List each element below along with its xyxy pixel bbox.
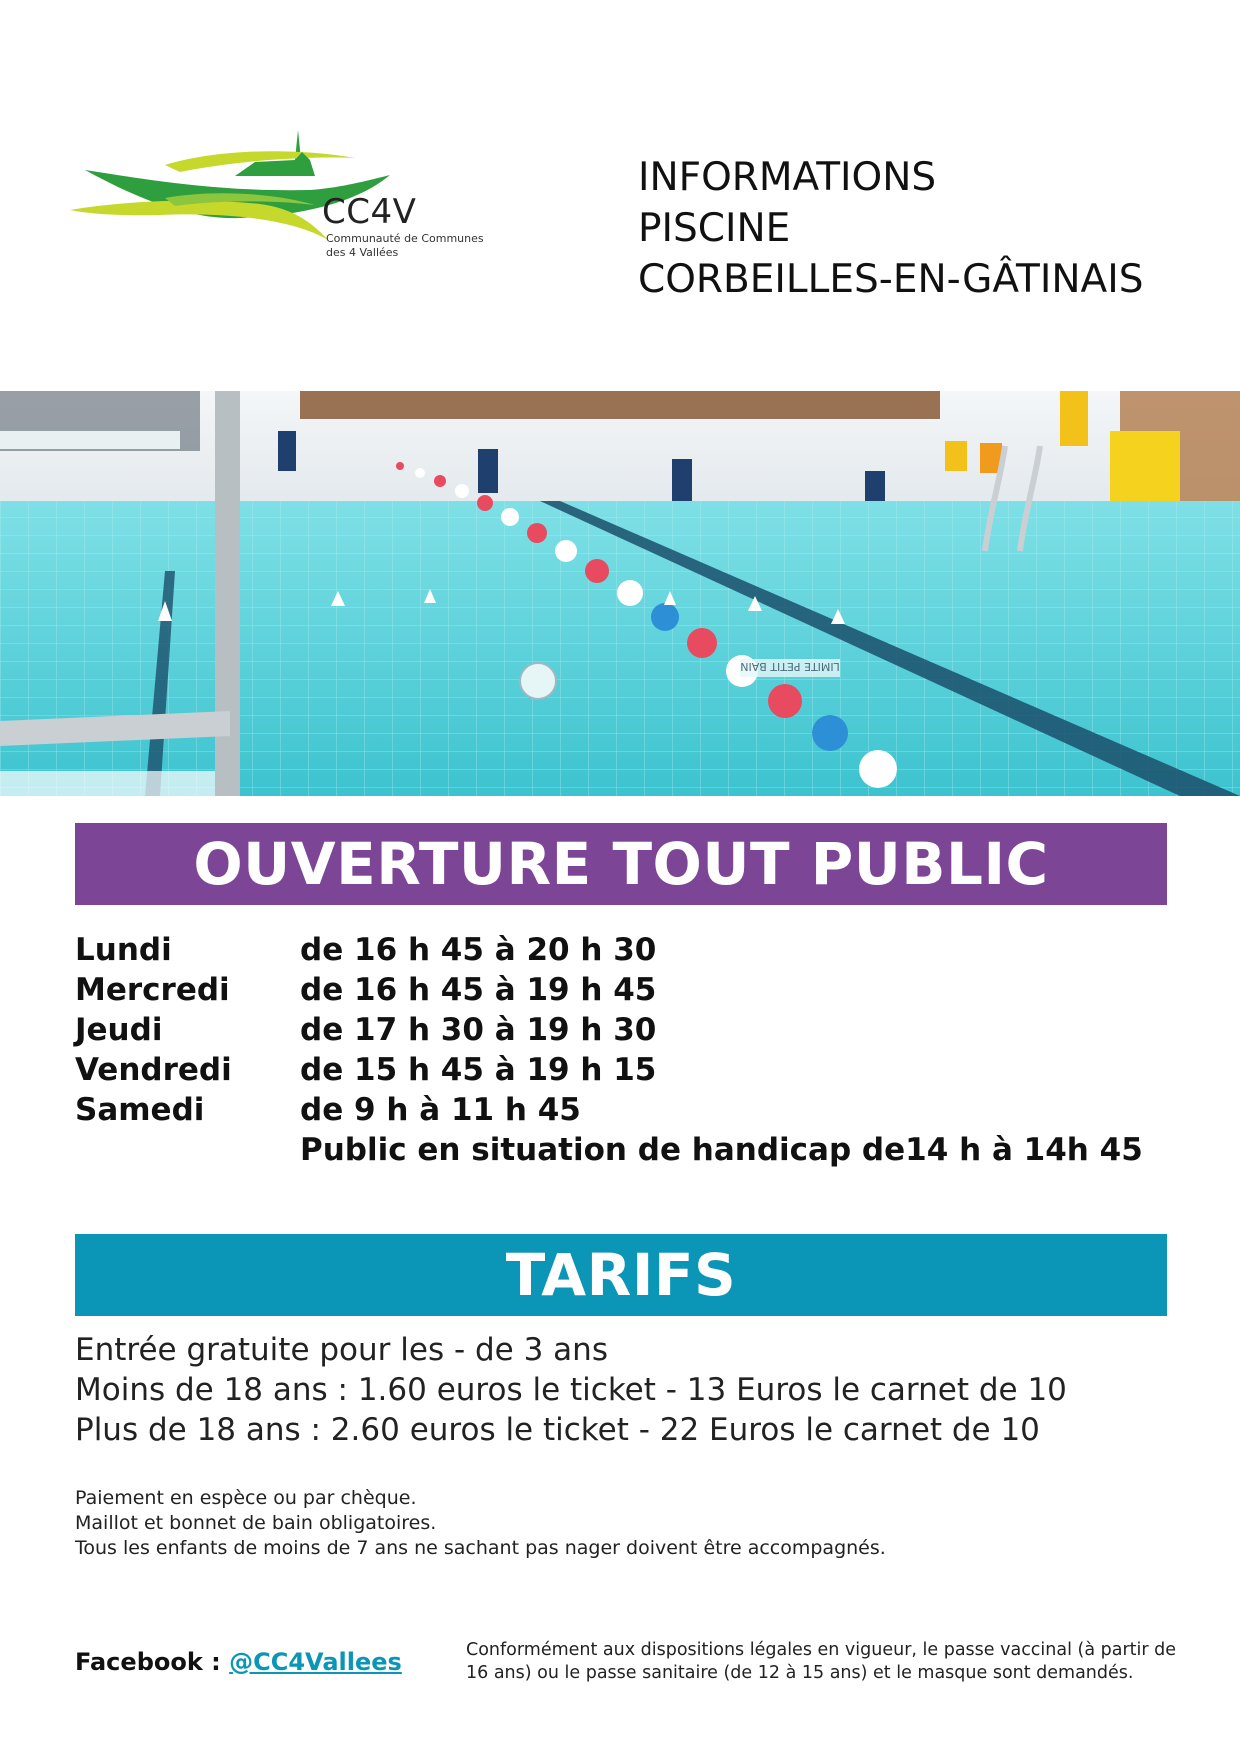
tarifs-list: [75, 1330, 1067, 1450]
schedule-hours: de 9 h à 11 h 45: [300, 1092, 581, 1128]
header-line-3: CORBEILLES-EN-GÂTINAIS: [638, 257, 1144, 302]
logo-brand: CC4V: [322, 192, 417, 232]
schedule-day: Jeudi: [75, 1012, 163, 1048]
lane-sign-text: LIMITE PETIT BAIN: [740, 660, 840, 673]
tarif-line: Moins de 18 ans : 1.60 euros le ticket - 13 Euros le carnet de 10: [75, 1372, 1067, 1408]
schedule-day: Mercredi: [75, 972, 230, 1008]
schedule-hours: Public en situation de handicap de14 h à 14h 45: [300, 1132, 1143, 1168]
note-line: Paiement en espèce ou par chèque.: [75, 1487, 417, 1509]
tarif-line: Plus de 18 ans : 2.60 euros le ticket - 22 Euros le carnet de 10: [75, 1412, 1040, 1448]
schedule-row: [75, 970, 1175, 1010]
schedule-row: [75, 1130, 1175, 1170]
schedule-day: Vendredi: [75, 1052, 232, 1088]
schedule-row: [75, 1010, 1175, 1050]
schedule-day: Lundi: [75, 932, 172, 968]
schedule-row: [75, 1090, 1175, 1130]
legal-line-1: Conformément aux dispositions légales en vigueur, le passe vaccinal (à partir de: [466, 1640, 1177, 1660]
logo-subtitle-line2: des 4 Vallées: [326, 246, 399, 259]
tarifs-banner: TARIFS: [75, 1234, 1167, 1316]
header-title: [638, 152, 1143, 305]
notes: [75, 1486, 886, 1561]
schedule-row: [75, 930, 1175, 970]
header-line-1: INFORMATIONS: [638, 155, 937, 200]
schedule-row: [75, 1050, 1175, 1090]
header-line-2: PISCINE: [638, 206, 791, 251]
schedule-hours: de 15 h 45 à 19 h 15: [300, 1052, 657, 1088]
tarif-line: Entrée gratuite pour les - de 3 ans: [75, 1332, 608, 1368]
legal-line-2: 16 ans) ou le passe sanitaire (de 12 à 15 ans) et le masque sont demandés.: [466, 1663, 1134, 1683]
ouverture-banner: OUVERTURE TOUT PUBLIC: [75, 823, 1167, 905]
logo-subtitle-line1: Communauté de Communes: [326, 232, 484, 245]
facebook-label: Facebook :: [75, 1648, 230, 1676]
facebook-handle-link[interactable]: @CC4Vallees: [229, 1648, 402, 1676]
note-line: Maillot et bonnet de bain obligatoires.: [75, 1512, 437, 1534]
note-line: Tous les enfants de moins de 7 ans ne sachant pas nager doivent être accompagnés.: [75, 1537, 886, 1559]
schedule-hours: de 16 h 45 à 19 h 45: [300, 972, 657, 1008]
pool-photo: [0, 391, 1240, 796]
opening-schedule: [75, 930, 1175, 1170]
facebook-contact: [75, 1648, 402, 1676]
schedule-day: Samedi: [75, 1092, 205, 1128]
legal-notice: [466, 1639, 1186, 1685]
cc4v-logo: [70, 120, 490, 280]
schedule-hours: de 17 h 30 à 19 h 30: [300, 1012, 657, 1048]
logo-subtitle: [326, 232, 484, 260]
schedule-hours: de 16 h 45 à 20 h 30: [300, 932, 657, 968]
